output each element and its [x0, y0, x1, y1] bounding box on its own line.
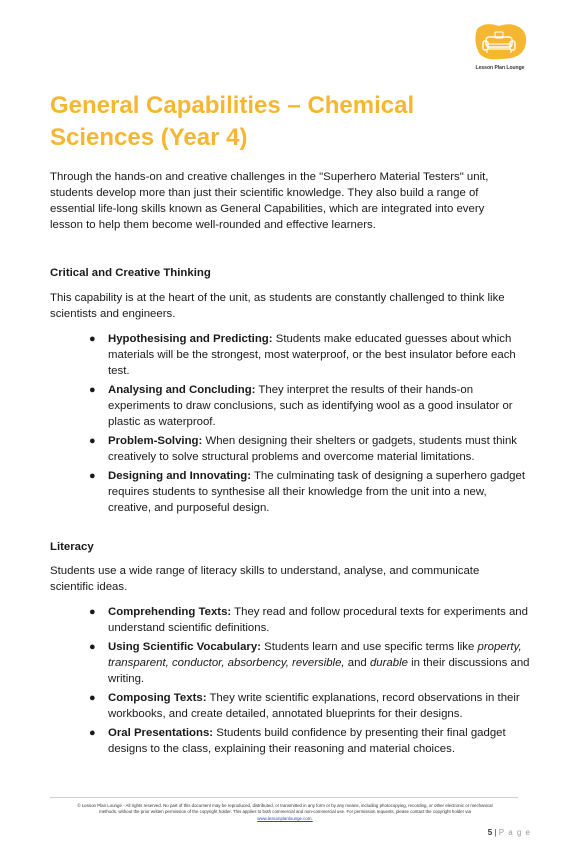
- page-title: General Capabilities – Chemical Sciences (Year 4): [50, 92, 415, 151]
- bullet-icon: ●: [89, 641, 96, 653]
- bullet-icon: ●: [89, 435, 96, 447]
- intro-paragraph: Through the hands-on and creative challenges in the "Superhero Material Testers" unit, students develop more than just their scientific knowledge. They also build a range of essential life-long skills known as General Capabilities, which are integrated into every lesson to help them become well-rounded and effective learners.: [50, 171, 489, 231]
- bullet-icon: ●: [89, 692, 96, 704]
- list-item: [0, 690, 540, 722]
- section-heading-critical-thinking: Critical and Creative Thinking: [50, 267, 211, 279]
- item-text: They interpret the results of their hands-on experiments to draw conclusions, such as identifying wool as a good insulator or plastic as waterproof.: [108, 384, 513, 428]
- item-text: They write scientific explanations, record observations in their workbooks, and create detailed, annotated blueprints for their designs.: [108, 692, 520, 720]
- bullet-icon: ●: [89, 606, 96, 618]
- item-term: Analysing and Concluding:: [108, 384, 256, 396]
- list-item: [0, 382, 540, 430]
- critical-thinking-list: [0, 331, 540, 519]
- bullet-icon: ●: [89, 333, 96, 345]
- brand-logo: [469, 21, 531, 77]
- website-link[interactable]: www.lessonplanlounge.com.: [257, 815, 313, 821]
- list-item: [0, 433, 540, 465]
- item-term: Comprehending Texts:: [108, 606, 232, 618]
- item-and-word: and: [344, 657, 370, 669]
- logo-text: Lesson Plan Lounge: [475, 65, 525, 71]
- page-number: [488, 828, 531, 837]
- page-number-value: 5: [487, 828, 493, 837]
- item-text: They read and follow procedural texts for experiments and understand scientific definitions.: [108, 606, 528, 634]
- item-term: Oral Presentations:: [108, 727, 214, 739]
- item-text: Students make educated guesses about which materials will be the strongest, most waterproof, or the best insulator before each test.: [108, 333, 516, 377]
- section-intro-literacy: Students use a wide range of literacy skills to understand, analyse, and communicate scientific ideas.: [50, 565, 480, 593]
- copyright-footer: [70, 803, 500, 822]
- bullet-icon: ●: [89, 470, 96, 482]
- item-text: Students build confidence by presenting their final gadget designs to the class, explaining their reasoning and material choices.: [108, 727, 506, 755]
- list-item: [0, 725, 540, 757]
- item-tail: in their discussions and writing.: [108, 657, 530, 685]
- item-term: Designing and Innovating:: [108, 470, 252, 482]
- item-term: Composing Texts:: [108, 692, 207, 704]
- item-text: When designing their shelters or gadgets, students must think creatively to solve structural problems and overcome material limitations.: [108, 435, 517, 463]
- item-text: The culminating task of designing a superhero gadget requires students to synthesise all their knowledge from the unit into a new, creative, and purposeful design.: [108, 470, 525, 514]
- bullet-icon: ●: [89, 384, 96, 396]
- section-heading-literacy: Literacy: [50, 541, 94, 553]
- list-item: [0, 639, 540, 687]
- list-item: [0, 331, 540, 379]
- page-separator: |: [494, 828, 497, 837]
- list-item: [0, 468, 540, 516]
- page-label: P a g e: [498, 828, 531, 837]
- item-term: Problem-Solving:: [108, 435, 203, 447]
- literacy-list: [0, 604, 540, 760]
- item-text: Students learn and use specific terms like: [260, 641, 478, 653]
- copyright-text: © Lesson Plan Lounge - All rights reserved. No part of this document may be reproduced, distributed, or transmitted in any form or by any means, including photocopying, recording, or other electronic or mechanical methods, without the prior written permission of the copyright holder. This applies to both commercial and non-commercial use. For permission requests, please contact the copyright holder via: [77, 803, 493, 815]
- footer-divider: [50, 797, 518, 798]
- bullet-icon: ●: [89, 727, 96, 739]
- item-vocab: property, transparent, conductor, absorbency, reversible,: [108, 641, 522, 669]
- item-term: Hypothesising and Predicting:: [108, 333, 273, 345]
- item-term: Using Scientific Vocabulary:: [108, 641, 261, 653]
- item-vocab-last: durable: [369, 657, 408, 669]
- list-item: [0, 604, 540, 636]
- section-intro-critical-thinking: This capability is at the heart of the unit, as students are constantly challenged to think like scientists and engineers.: [50, 292, 505, 320]
- sofa-logo-icon: [471, 23, 527, 61]
